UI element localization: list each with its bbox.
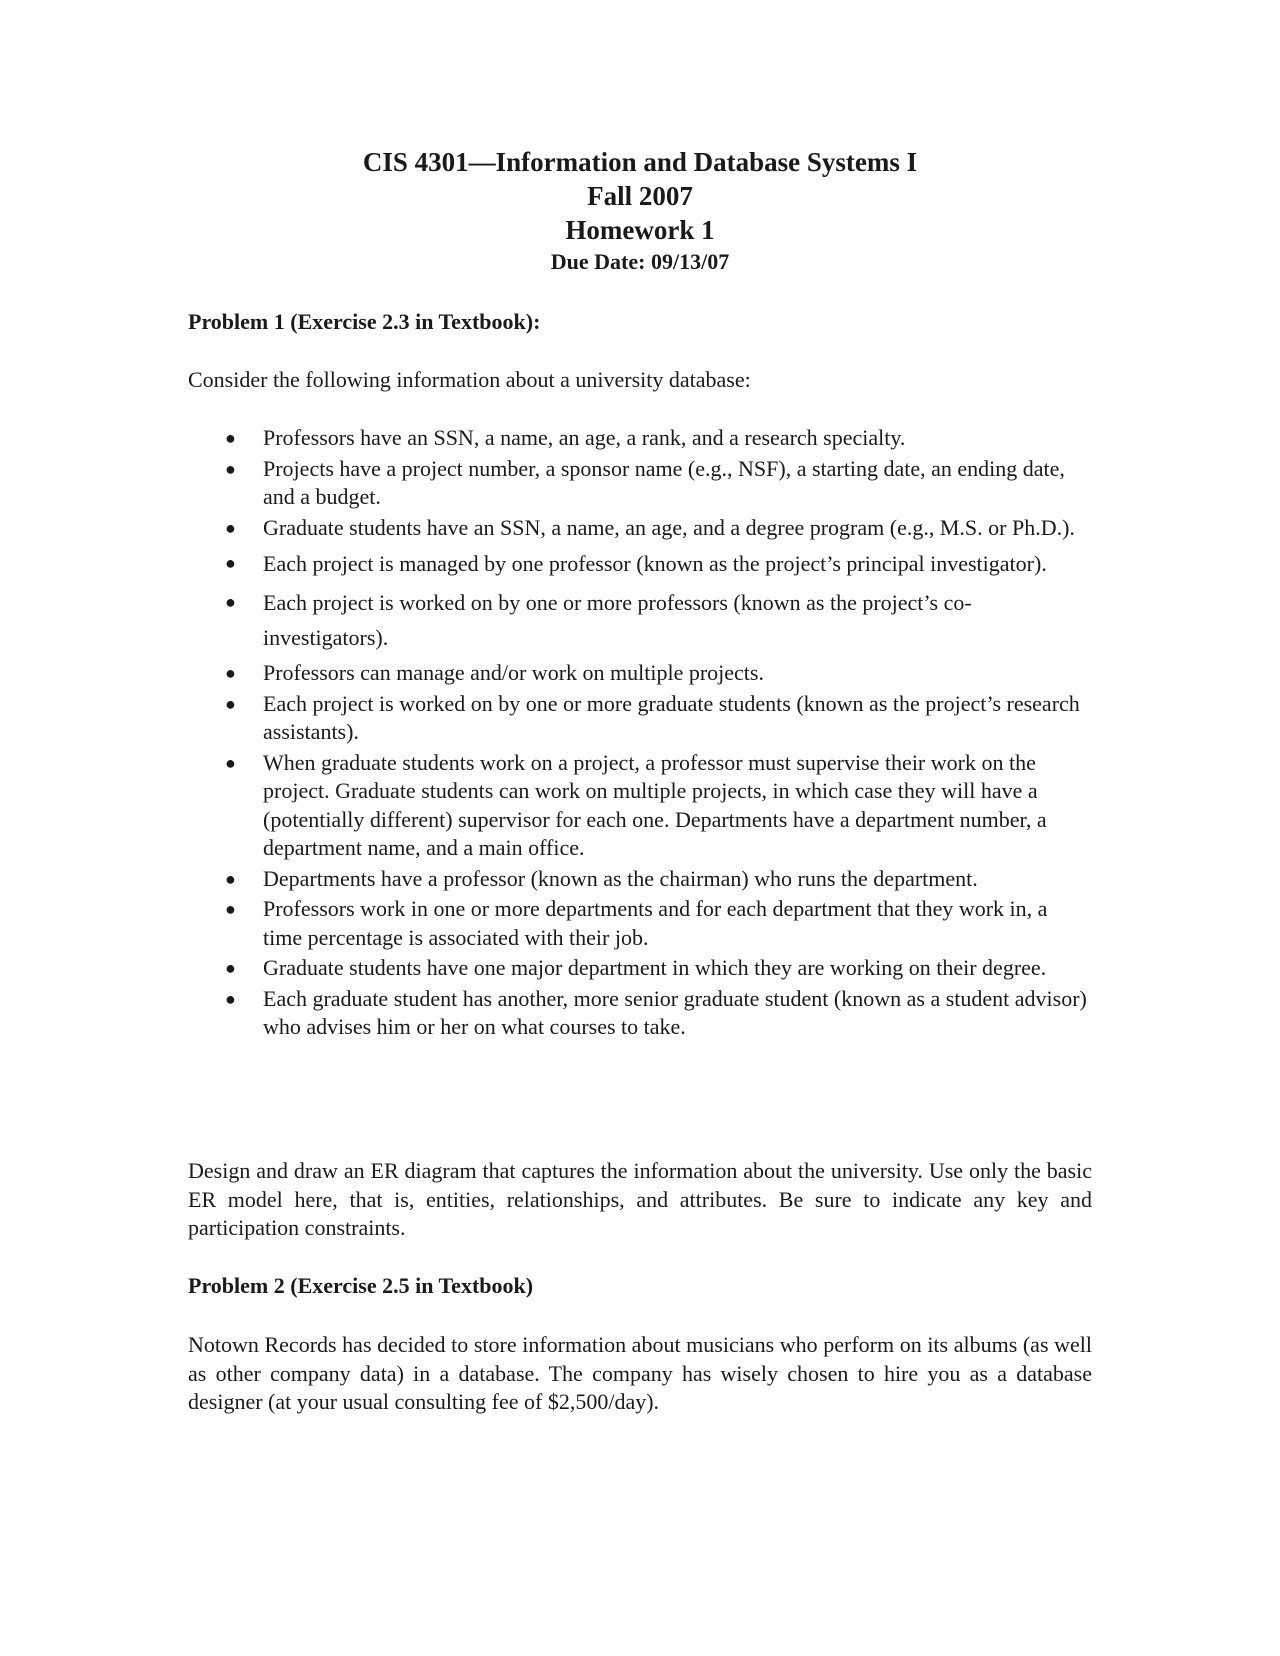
list-item-text: Each project is managed by one professor (known as the project’s principal investigator). — [263, 551, 1047, 576]
list-item-text: Professors have an SSN, a name, an age, a rank, and a research specialty. — [263, 425, 906, 450]
list-item-text: Projects have a project number, a sponsor name (e.g., NSF), a starting date, an ending date, and a budget. — [263, 455, 1065, 509]
list-item-text: Graduate students have one major department in which they are working on their degree. — [263, 955, 1047, 980]
list-item-text: Each project is worked on by one or more graduate students (known as the project’s research assistants). — [263, 690, 1080, 744]
problem-2-heading: Problem 2 (Exercise 2.5 in Textbook) — [188, 1273, 534, 1298]
list-item — [188, 985, 1092, 1042]
list-item — [188, 865, 1092, 894]
list-item — [188, 954, 1092, 983]
bullet-icon: ● — [225, 428, 236, 448]
bullet-icon: ● — [225, 752, 236, 773]
bullet-icon: ● — [225, 958, 236, 978]
list-item-text: Each project is worked on by one or more professors (known as the project’s co-investigators). — [263, 590, 972, 650]
list-item-text: Professors work in one or more departments and for each department that they work in, a time percentage is associated with their job. — [263, 896, 1048, 950]
list-item-text: Each graduate student has another, more senior graduate student (known as a student advisor) who advises him or her on what courses to take. — [263, 985, 1087, 1039]
list-item — [188, 455, 1092, 512]
bullet-icon: ● — [225, 592, 236, 612]
course-title: CIS 4301—Information and Database Systems I — [362, 147, 918, 177]
problem-1-instruction: Design and draw an ER diagram that captures the information about the university. Use only the basic ER model here, that is, entities, relationships, and attributes. Be sure to indicate any key and participation constraints. — [188, 1158, 1092, 1240]
assignment-title: Homework 1 — [565, 215, 715, 245]
bullet-icon: ● — [225, 868, 236, 889]
list-item-text: When graduate students work on a project, a professor must supervise their work on the project. Graduate students can work on multiple projects, in which case they will have a (potentially different) supervisor for each one. Departments have a department number, a department name, and a main office. — [263, 749, 1047, 860]
list-item — [188, 895, 1092, 952]
problem-2-text: Notown Records has decided to store information about musicians who perform on its albums (as well as other company data) in a database. The company has wisely chosen to hire you as a database designer (at your usual consulting fee of $2,500/day). — [188, 1332, 1092, 1414]
bullet-icon: ● — [225, 899, 236, 919]
list-item — [188, 546, 1092, 581]
list-item-text: Departments have a professor (known as the chairman) who runs the department. — [263, 865, 978, 891]
problem-1-intro: Consider the following information about a university database: — [188, 367, 751, 392]
requirements-list — [188, 424, 1092, 1044]
bullet-icon: ● — [225, 663, 236, 683]
list-item — [188, 690, 1092, 747]
list-item-text: Graduate students have an SSN, a name, an age, and a degree program (e.g., M.S. or Ph.D.). — [263, 514, 1075, 540]
bullet-icon: ● — [225, 693, 236, 714]
list-item — [188, 585, 1092, 655]
problem-1-heading: Problem 1 (Exercise 2.3 in Textbook): — [188, 309, 541, 334]
term: Fall 2007 — [587, 181, 693, 211]
list-item — [188, 424, 1092, 453]
bullet-icon: ● — [225, 517, 236, 538]
bullet-icon: ● — [225, 988, 236, 1009]
list-item — [188, 659, 1092, 688]
list-item-text: Professors can manage and/or work on multiple projects. — [263, 660, 764, 685]
list-item — [188, 749, 1092, 863]
bullet-icon: ● — [225, 553, 236, 573]
bullet-icon: ● — [225, 458, 236, 479]
list-item — [188, 514, 1092, 543]
due-date: Due Date: 09/13/07 — [550, 249, 730, 274]
